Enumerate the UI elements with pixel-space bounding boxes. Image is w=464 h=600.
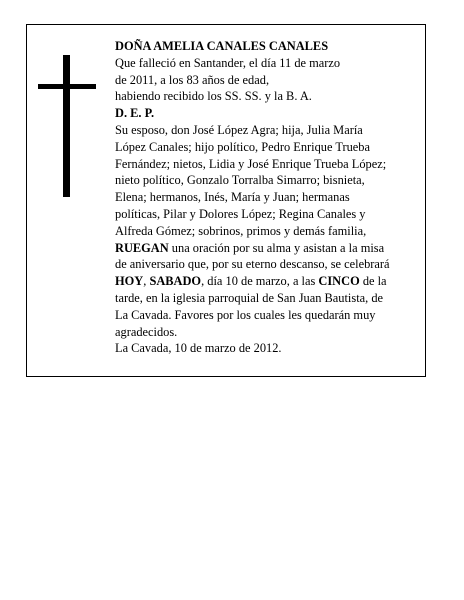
family-line: López Canales; hijo político, Pedro Enrique Trueba (115, 139, 370, 154)
date-line (115, 273, 420, 290)
cross-horizontal-bar (38, 84, 96, 89)
sabado-word: SABADO (149, 274, 202, 289)
date-end: de la (359, 274, 387, 289)
family-line: Elena; hermanos, Inés, María y Juan; hermanas (115, 190, 350, 205)
dep-line: D. E. P. (115, 106, 155, 121)
notice-line: Que falleció en Santander, el día 11 de marzo (115, 55, 341, 70)
cross-icon (38, 55, 96, 197)
closing-line: agradecidos. (115, 324, 178, 339)
family-line: nieto político, Gonzalo Torralba Simarro; bisnieta, (115, 173, 365, 188)
family-line: Alfreda Gómez; sobrinos, primos y demás familia, (115, 223, 367, 238)
date-sep: , (143, 274, 150, 289)
family-line: Fernández; nietos, Lidia y José Enrique Trueba López; (115, 156, 387, 171)
family-line: Su esposo, don José López Agra; hija, Julia María (115, 122, 363, 137)
cross-vertical-bar (63, 55, 70, 197)
deceased-name: DOÑA AMELIA CANALES CANALES (115, 39, 329, 53)
closing-line: tarde, en la iglesia parroquial de San Juan Bautista, de (115, 290, 384, 305)
date-mid: , día 10 de marzo, a las (201, 274, 319, 289)
place-date-line: La Cavada, 10 de marzo de 2012. (115, 341, 282, 356)
notice-line: habiendo recibido los SS. SS. y la B. A. (115, 89, 312, 104)
closing-line: La Cavada. Favores por los cuales les quedarán muy (115, 307, 376, 322)
ruegan-rest: una oración por su alma y asistan a la misa (168, 240, 385, 255)
cinco-word: CINCO (318, 274, 360, 289)
ruegan-word: RUEGAN (115, 240, 169, 255)
notice-line: de 2011, a los 83 años de edad, (115, 72, 270, 87)
ruegan-line (115, 240, 420, 257)
obituary-text (115, 38, 420, 357)
mass-line: de aniversario que, por su eterno descanso, se celebrará (115, 257, 390, 272)
hoy-word: HOY (115, 274, 144, 289)
family-line: políticas, Pilar y Dolores López; Regina Canales y (115, 206, 366, 221)
